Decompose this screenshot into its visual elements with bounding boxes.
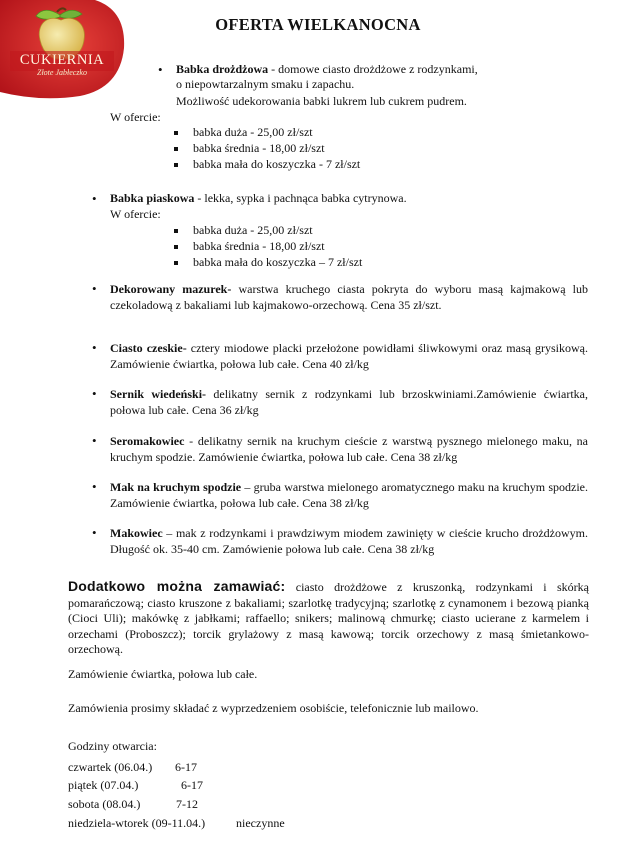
babka-drozdzowa-desc: Babka drożdżowa - domowe ciasto drożdżowe z rodzynkami, [176,62,478,76]
bullet-icon: • [92,191,97,206]
product-name: Babka piaskowa [110,191,195,205]
bullet-icon: • [92,479,97,494]
offer-item: babka średnia - 18,00 zł/szt [193,141,325,155]
product-name: Seromakowiec [110,434,185,448]
additional-heading: Dodatkowo można zamawiać: [68,578,286,594]
bullet-icon: • [92,525,97,540]
hours-label: Godziny otwarcia: [68,739,157,753]
product-name: Dekorowany mazurek- [110,282,232,296]
product-name: Makowiec [110,526,163,540]
hours-row-day: czwartek (06.04.) [68,760,153,774]
logo-brand: CUKIERNIA [19,52,105,68]
logo-tagline: Złote Jabłeczko [37,68,87,77]
hours-row-day: niedziela-wtorek (09-11.04.) [68,816,206,830]
bullet-icon: • [92,340,97,355]
square-bullet-icon [174,163,178,167]
offer-label: W ofercie: [110,207,161,221]
hours-row-time: 7-12 [176,797,198,811]
ordering-note: Zamówienia prosimy składać z wyprzedzeniem osobiście, telefonicznie lub mailowo. [68,701,479,715]
offer-item: babka duża - 25,00 zł/szt [193,125,313,139]
product-name: Sernik wiedeński- [110,387,207,401]
product-item: Dekorowany mazurek- warstwa kruchego ciasta pokryta do wyboru masą kajmakową lub czekoladową z bakaliami lub kajmakowo-orzechową. Cena 35 zł/szt. [110,282,588,312]
product-item: Makowiec – mak z rodzynkami i prawdziwym miodem zawinięty w cieście krucho drożdżowym. Długość ok. 35-40 cm. Zamówienie połowa lub całe. Cena 38 zł/kg [110,526,588,556]
hours-row-time: nieczynne [236,816,285,830]
hours-row-day: sobota (08.04.) [68,797,141,811]
offer-item: babka duża - 25,00 zł/szt [193,223,313,237]
offer-item: babka mała do koszyczka - 7 zł/szt [193,157,361,171]
bakery-logo [0,0,126,100]
product-name: Babka drożdżowa [176,62,269,76]
hours-row-day: piątek (07.04.) [68,778,139,792]
product-name: Ciasto czeskie- [110,341,187,355]
offer-item: babka mała do koszyczka – 7 zł/szt [193,255,363,269]
bullet-icon: • [92,281,97,296]
square-bullet-icon [174,229,178,233]
babka-drozdzowa-desc-3: Możliwość udekorowania babki lukrem lub cukrem pudrem. [176,94,467,108]
page-title: OFERTA WIELKANOCNA [215,15,421,34]
square-bullet-icon [174,131,178,135]
bullet-icon: • [92,386,97,401]
apple-logo-icon [0,0,126,100]
additional-offer: Dodatkowo można zamawiać: ciasto drożdżowe z kruszonką, rodzynkami i skórką pomarańczową; ciasto kruszone z bakaliami; szarlotkę tradycyjną; szarlotkę z cynamonem i bezową pianką (Cioci Uli); makówkę z jabłkami; raffaello; snikers; malinową chmurkę; ciasto ucierane z karmelem i orzechami (Proboszcz); torcik grylażowy z masą kawową; torcik orzechowy z masą śmietankowo- orzechową. [68,578,590,656]
offer-label: W ofercie: [110,110,161,124]
product-item: Ciasto czeskie- cztery miodowe placki przełożone powidłami śliwkowymi oraz masą grysikową. Zamówienie ćwiartka, połowa lub całe. Cena 40 zł/kg [110,341,588,371]
babka-piaskowa-desc: Babka piaskowa - lekka, sypka i pachnąca babka cytrynowa. [110,191,407,205]
additional-order-note: Zamówienie ćwiartka, połowa lub całe. [68,667,258,681]
product-item: Mak na kruchym spodzie – gruba warstwa mielonego aromatycznego maku na kruchym spodzie. Zamówienie ćwiartka, połowa lub całe. Cena 38 zł/kg [110,480,588,510]
hours-row-time: 6-17 [175,760,197,774]
square-bullet-icon [174,245,178,249]
hours-row-time: 6-17 [181,778,203,792]
product-item: Sernik wiedeński- delikatny sernik z rodzynkami lub brzoskwiniami.Zamówienie ćwiartka, połowa lub całe. Cena 36 zł/kg [110,387,588,417]
square-bullet-icon [174,261,178,265]
product-name: Mak na kruchym spodzie [110,480,242,494]
square-bullet-icon [174,147,178,151]
product-item: Seromakowiec - delikatny sernik na kruchym cieście z warstwą pysznego mielonego maku, na kruchym spodzie. Zamówienie ćwiartka, połowa lub całe. Cena 38 zł/kg [110,434,588,464]
babka-drozdzowa-desc-2: o niepowtarzalnym smaku i zapachu. [176,77,355,91]
offer-item: babka średnia - 18,00 zł/szt [193,239,325,253]
bullet-icon: • [92,433,97,448]
bullet-icon: • [158,62,163,77]
